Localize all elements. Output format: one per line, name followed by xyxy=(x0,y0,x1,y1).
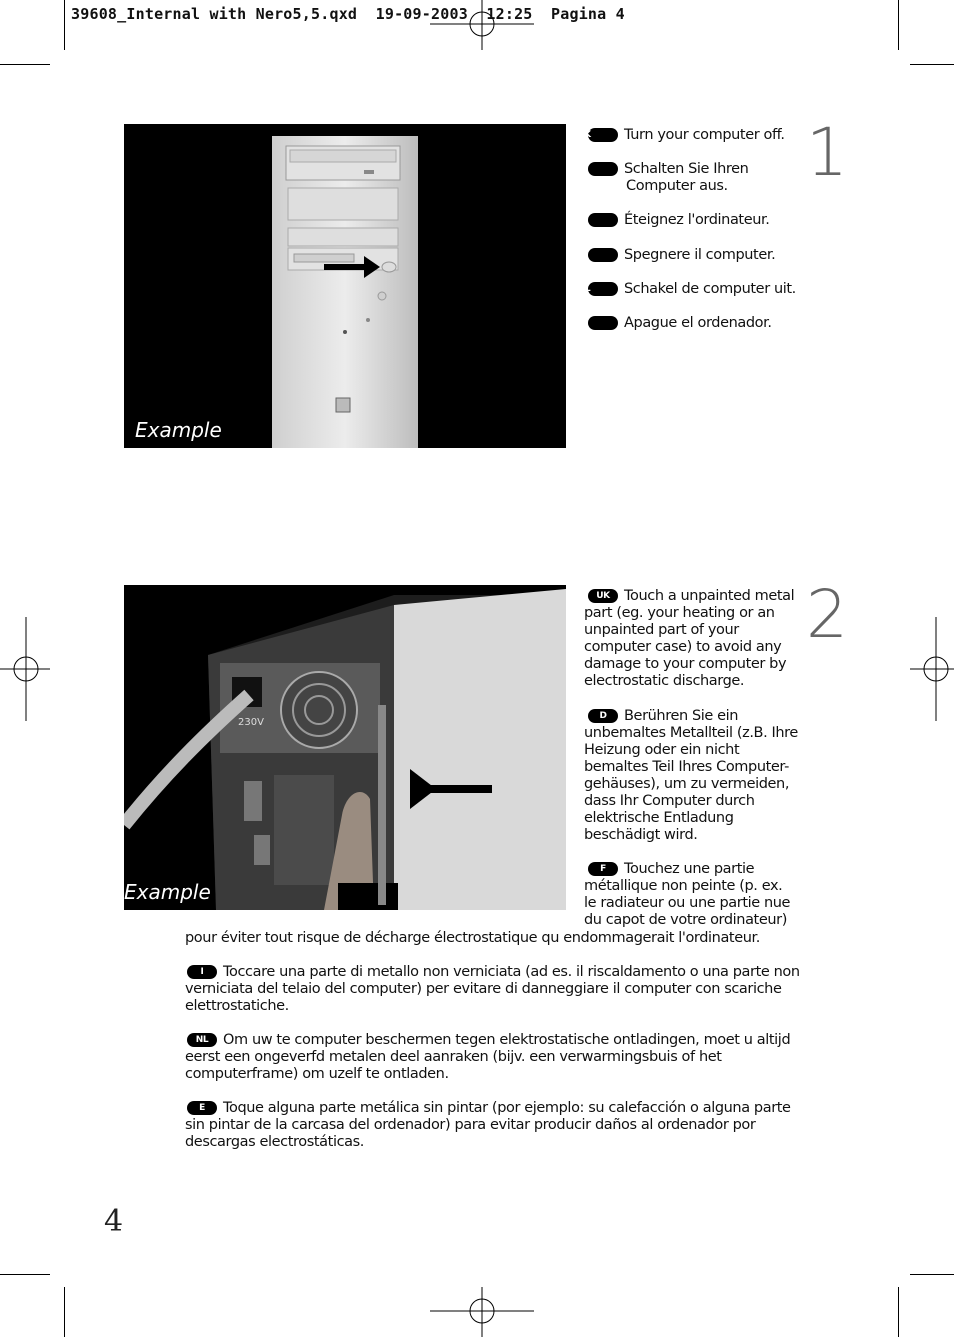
instruction-text: Schakel de computer uit. xyxy=(624,281,796,297)
step2-number: 2 xyxy=(806,576,848,653)
instruction-text: Éteignez l'ordinateur. xyxy=(624,212,770,228)
language-badge: NL xyxy=(187,1033,217,1047)
language-badge: UK xyxy=(588,128,618,142)
instruction-text: Berühren Sie ein unbemaltes Metallteil (z.B. Ihre Heizung oder ein nicht bemaltes Teil Ihres Computer-gehäuses), um zu vermeiden, dass Ihr Computer durch elektrische Entladung beschädigt wird. xyxy=(584,708,798,843)
instruction-text: Turn your computer off. xyxy=(624,127,785,143)
registration-mark-bottom xyxy=(430,1287,534,1337)
language-badge: E xyxy=(187,1101,217,1115)
instruction-text: Om uw te computer beschermen tegen elektrostatische ontladingen, moet u altijd eerst een ongeverfd metalen deel aanraken (bijv. een verwarmingsbuis of het computerframe) om uzelf te ontladen. xyxy=(185,1032,791,1082)
crop-mark xyxy=(0,64,50,65)
registration-mark-right xyxy=(910,617,954,721)
language-badge: D xyxy=(588,709,618,723)
language-badge: I xyxy=(187,965,217,979)
language-badge: F xyxy=(588,213,618,227)
step2-instruction-d xyxy=(584,708,798,844)
step1-instruction-nl xyxy=(577,281,846,298)
registration-mark-left xyxy=(0,617,50,721)
crop-mark xyxy=(910,1274,954,1275)
step1-instruction-d xyxy=(580,161,786,195)
crop-mark xyxy=(898,1287,899,1337)
language-badge: UK xyxy=(588,589,618,603)
step2-instruction-nl xyxy=(185,1032,800,1083)
slug-line: 39608_Internal with Nero5,5.qxd 19-09-2003 12:25 Pagina 4 xyxy=(71,5,625,23)
step2-instruction-e xyxy=(185,1100,800,1151)
language-badge: I xyxy=(588,248,618,262)
crop-mark xyxy=(910,64,954,65)
step2-instruction-i xyxy=(185,964,800,1015)
step1-caption: Example xyxy=(135,418,222,442)
step1-instruction-uk xyxy=(577,127,836,144)
page-number: 4 xyxy=(104,1204,124,1239)
instruction-text: Touchez une partie métallique non peinte (p. ex. le radiateur ou une partie nue du capot de votre ordinateur) xyxy=(584,861,791,928)
language-badge: D xyxy=(588,162,618,176)
crop-mark xyxy=(64,1287,65,1337)
svg-text:230V: 230V xyxy=(238,717,264,728)
instruction-text: Toccare una parte di metallo non verniciata (ad es. il riscaldamento o una parte non verniciata del telaio del computer) per evitare di danneggiare il computer con scariche elettrostatiche. xyxy=(185,964,800,1014)
step1-instruction-e xyxy=(581,315,836,332)
computer-tower-back-image xyxy=(124,585,566,910)
step2-instruction-uk xyxy=(584,588,798,690)
instruction-text: Toque alguna parte metálica sin pintar (por ejemplo: su calefacción o alguna parte sin pintar de la carcasa del ordenador) para evitar producir daños al ordenador por descargas electrostáticas. xyxy=(185,1100,791,1150)
step2-instruction-f xyxy=(584,861,798,929)
crop-mark xyxy=(898,0,899,50)
step2-instruction-f-continuation: pour éviter tout risque de décharge électrostatique qu endommagerait l'ordinateur. xyxy=(185,930,760,946)
step2-caption: Example xyxy=(124,880,211,904)
step2-photo xyxy=(124,585,566,910)
step1-photo xyxy=(124,124,566,448)
crop-mark xyxy=(64,0,65,50)
language-badge: NL xyxy=(588,282,618,296)
instruction-text: Touch a unpainted metal part (eg. your heating or an unpainted part of your computer case) to avoid any damage to your computer by electrostatic discharge. xyxy=(584,588,795,689)
instruction-text: Spegnere il computer. xyxy=(624,247,776,263)
computer-tower-front-image xyxy=(124,124,566,448)
instruction-text: Schalten Sie Ihren Computer aus. xyxy=(624,161,749,194)
step1-instruction-i xyxy=(582,247,836,264)
step1-number: 1 xyxy=(806,114,848,191)
instruction-text: Apague el ordenador. xyxy=(624,315,772,331)
language-badge: F xyxy=(588,862,618,876)
language-badge: E xyxy=(588,316,618,330)
step1-instruction-f xyxy=(581,212,836,229)
crop-mark xyxy=(0,1274,50,1275)
